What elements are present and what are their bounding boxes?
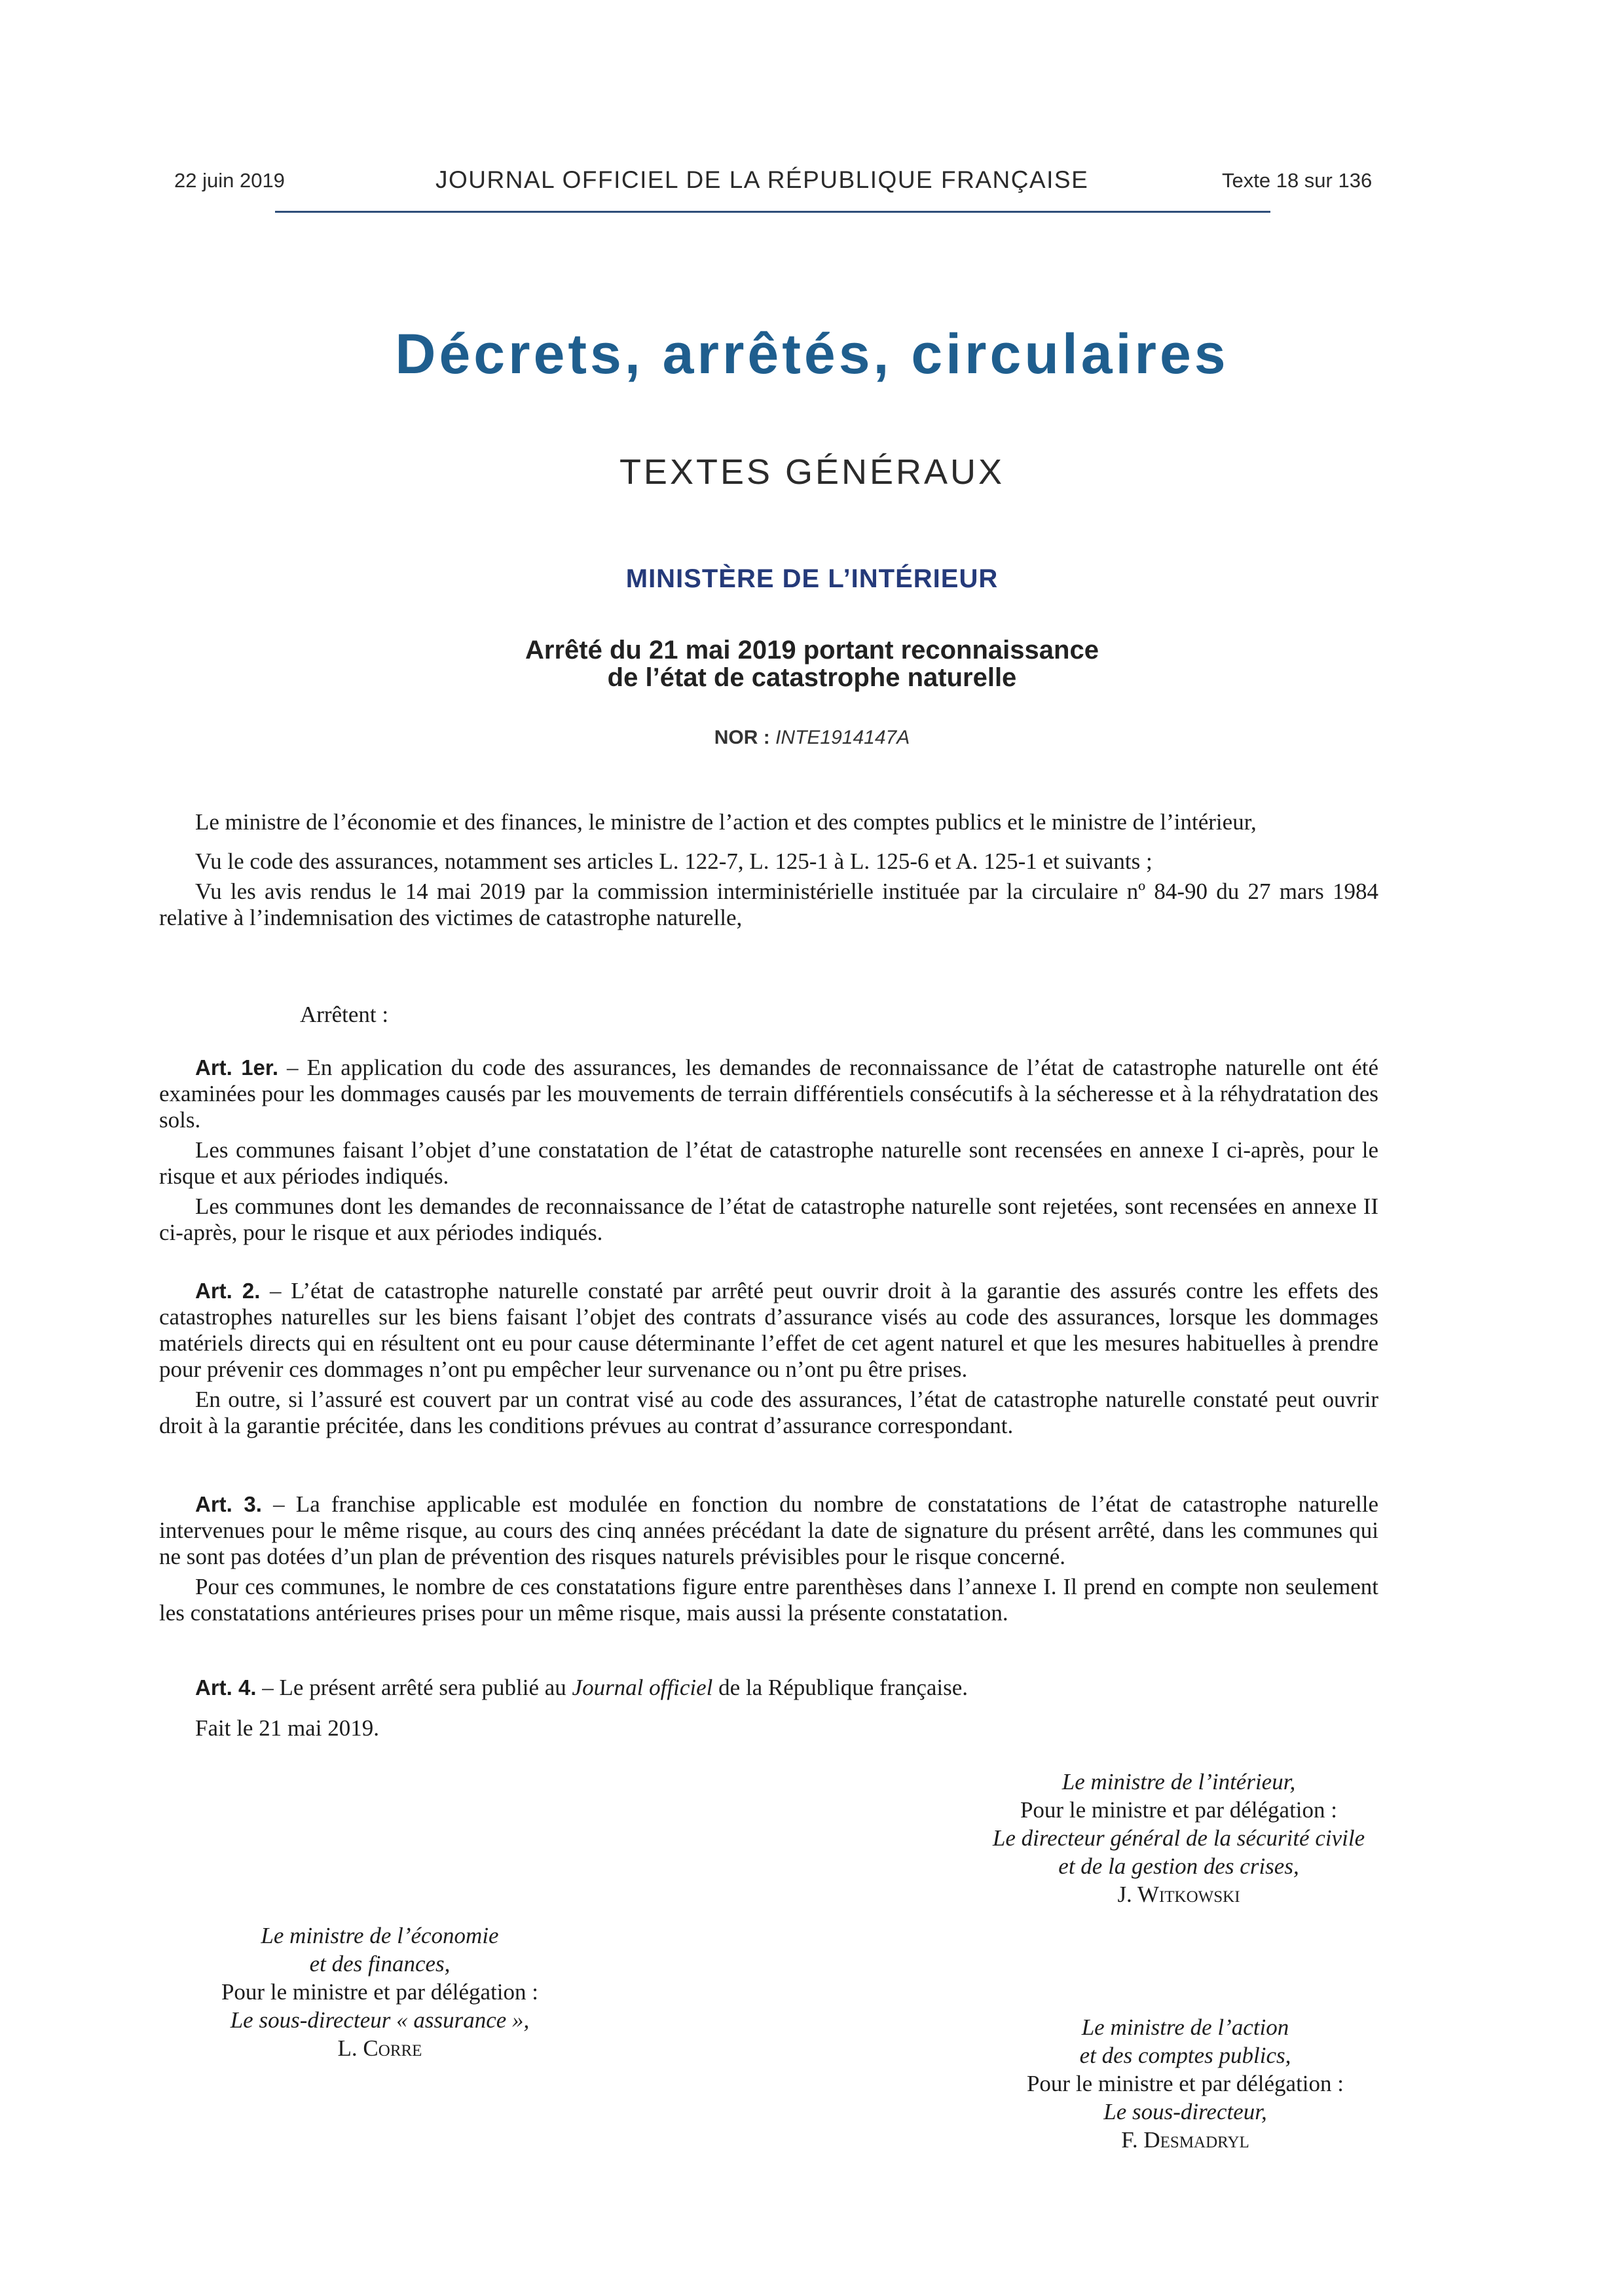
article-4: [159, 1675, 1378, 1741]
sig-interieur-l4: et de la gestion des crises,: [1058, 1853, 1299, 1879]
fait-date: Fait le 21 mai 2019.: [195, 1715, 379, 1741]
sig-action-l4: Le sous-directeur,: [1103, 2099, 1267, 2124]
sig-economie-l1: Le ministre de l’économie: [261, 1923, 499, 1948]
sig-economie-l4: Le sous-directeur « assurance »,: [230, 2007, 530, 2033]
arretent: Arrêtent :: [300, 1002, 389, 1027]
ministry-title: MINISTÈRE DE L’INTÉRIEUR: [625, 564, 999, 593]
sig-action-l2: et des comptes publics,: [1079, 2043, 1291, 2068]
article-3-text: – La franchise applicable est modulée en fonction du nombre de constatations de l’état de catastrophe naturelle intervenues pour le même risque, au cours des cinq années précédant la date de signature du présent arrêté, dans les communes qui ne sont pas dotées d’un plan de prévention des risques naturels prévisibles pour le risque concerné.: [159, 1491, 1378, 1569]
nor-value: INTE1914147A: [775, 727, 910, 748]
sig-economie-l3: Pour le ministre et par délégation :: [221, 1979, 539, 2005]
sig-action-l1: Le ministre de l’action: [1081, 2014, 1289, 2040]
signature-interieur: [904, 1768, 1454, 1908]
article-2-text: – L’état de catastrophe naturelle constaté par arrêté peut ouvrir droit à la garantie des assurés contre les effets des catastrophes naturelles sur les biens faisant l’objet des contrats d’assurance visés au code des assurances, lorsque les dommages matériels directs qui en résultent ont eu pour cause déterminante l’effet de cet agent naturel et que les mesures habituelles à prendre pour prévenir ces dommages n’ont pu empêcher leur survenance ou n’ont pu être prises.: [159, 1278, 1378, 1382]
arretent-block: [159, 1002, 1378, 1028]
header-text-number: Texte 18 sur 136: [1222, 169, 1373, 192]
vu-avis-commission: Vu les avis rendus le 14 mai 2019 par la commission interministérielle instituée par la circulaire nº 84-90 du 27 mars 1984 relative à l’indemnisation des victimes de catastrophe naturelle,: [159, 879, 1378, 930]
signature-action-comptes: [930, 2013, 1441, 2154]
article-4-label: Art. 4.: [195, 1675, 257, 1700]
header-divider: [275, 211, 1270, 213]
vu-code-assurances: Vu le code des assurances, notamment ses articles L. 122-7, L. 125-1 à L. 125-6 et A. 125-1 et suivants ;: [195, 848, 1153, 874]
sig-economie-l2: et des finances,: [309, 1951, 451, 1977]
article-2-para-2: En outre, si l’assuré est couvert par un contrat visé au code des assurances, l’état de catastrophe naturelle constaté peut ouvrir droit à la garantie précitée, dans les conditions prévues au contrat d’assurance correspondant.: [159, 1387, 1378, 1438]
arrete-title-line2: de l’état de catastrophe naturelle: [607, 663, 1017, 692]
article-4-text-a: – Le présent arrêté sera publié au: [256, 1675, 572, 1700]
article-3-para-2: Pour ces communes, le nombre de ces constatations figure entre parenthèses dans l’annexe I. Il prend en compte non seulement les constatations antérieures prises pour un même risque, mais aussi la présente constatation.: [159, 1574, 1378, 1626]
article-1-label: Art. 1er.: [195, 1055, 279, 1080]
article-1-para-2: Les communes faisant l’objet d’une constatation de l’état de catastrophe naturelle sont recensées en annexe I ci-après, pour le risque et aux périodes indiqués.: [159, 1137, 1378, 1189]
article-3-label: Art. 3.: [195, 1492, 262, 1516]
signature-economie: [118, 1922, 642, 2062]
arrete-title: [0, 636, 1624, 691]
article-2-label: Art. 2.: [195, 1279, 261, 1303]
arrete-title-line1: Arrêté du 21 mai 2019 portant reconnaissance: [525, 636, 1099, 665]
sig-interieur-l3: Le directeur général de la sécurité civile: [992, 1825, 1365, 1851]
sig-interieur-l2: Pour le ministre et par délégation :: [1020, 1797, 1338, 1823]
sig-action-name: F. Desmadryl: [1121, 2127, 1249, 2153]
preamble: Le ministre de l’économie et des finances, le ministre de l’action et des comptes publics et le ministre de l’intérieur,: [195, 809, 1257, 835]
header-date: 22 juin 2019: [174, 169, 285, 192]
sig-action-l3: Pour le ministre et par délégation :: [1026, 2071, 1344, 2096]
article-4-text-b: de la République française.: [712, 1675, 969, 1700]
article-4-journal-officiel: Journal officiel: [572, 1675, 713, 1700]
article-1: [159, 1055, 1378, 1246]
nor-label: NOR :: [714, 727, 770, 748]
section-title: Décrets, arrêtés, circulaires: [395, 323, 1229, 386]
subsection-title: TEXTES GÉNÉRAUX: [619, 452, 1005, 492]
preamble-block: [159, 809, 1378, 931]
header-journal-title: JOURNAL OFFICIEL DE LA RÉPUBLIQUE FRANÇAISE: [435, 166, 1089, 193]
article-3: [159, 1491, 1378, 1626]
sig-interieur-name: J. Witkowski: [1117, 1882, 1240, 1907]
sig-economie-name: L. Corre: [337, 2035, 422, 2061]
article-1-text: – En application du code des assurances, les demandes de reconnaissance de l’état de catastrophe naturelle ont été examinées pour les dommages causés par les mouvements de terrain différentiels consécutifs à la sécheresse et à la réhydratation des sols.: [159, 1055, 1378, 1133]
article-1-para-3: Les communes dont les demandes de reconnaissance de l’état de catastrophe naturelle sont rejetées, sont recensées en annexe II ci-après, pour le risque et aux périodes indiqués.: [159, 1194, 1378, 1245]
nor-reference: [0, 727, 1624, 749]
sig-interieur-l1: Le ministre de l’intérieur,: [1061, 1769, 1296, 1795]
article-2: [159, 1278, 1378, 1439]
